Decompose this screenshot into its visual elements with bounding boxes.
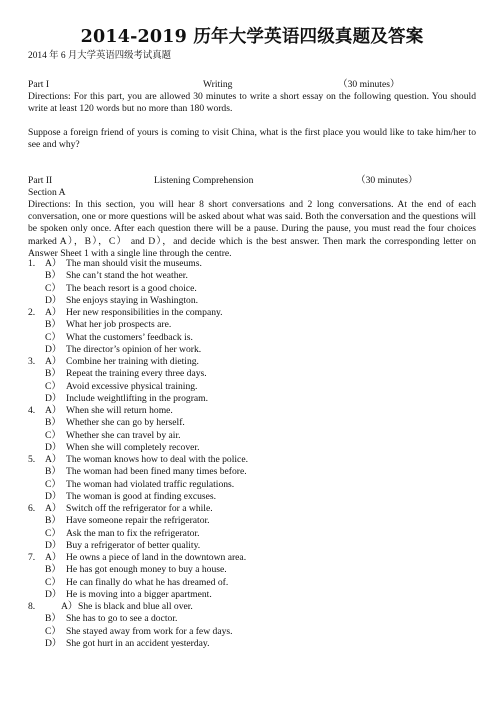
option-letter: C） <box>45 478 61 490</box>
option-text: She can’t stand the hot weather. <box>66 270 188 282</box>
option-text: He has got enough money to buy a house. <box>66 564 227 576</box>
question-number: 1. <box>28 258 36 269</box>
option-text: He owns a piece of land in the downtown area. <box>66 552 247 563</box>
option-letter: C） <box>45 527 61 539</box>
option-letter: D） <box>45 392 62 404</box>
option-text: He can finally do what he has dreamed of. <box>66 576 229 588</box>
option-letter: D） <box>45 294 62 306</box>
option-text: Have someone repair the refrigerator. <box>66 515 210 527</box>
option-letter: C） <box>45 625 61 637</box>
option-letter: D） <box>45 343 62 355</box>
option-letter: A） <box>45 307 62 318</box>
option-text: She is black and blue all over. <box>78 601 193 612</box>
question-number: 6. <box>28 503 36 514</box>
option-letter: C） <box>45 576 61 588</box>
option-letter: D） <box>45 539 62 551</box>
question-number: 3. <box>28 356 36 367</box>
option-text: When she will return home. <box>66 405 173 416</box>
option-text: Repeat the training every three days. <box>66 368 207 380</box>
option-letter: A） <box>45 258 62 269</box>
part2-label: Part II <box>28 175 53 186</box>
option-letter: B） <box>45 466 61 478</box>
option-letter: A） <box>45 552 62 563</box>
option-text: Whether she can go by herself. <box>66 417 185 429</box>
option-letter: A） <box>45 356 62 367</box>
option-text: The woman is good at finding excuses. <box>66 490 217 502</box>
option-letter: D） <box>45 637 62 649</box>
part2-time: （30 minutes） <box>356 175 418 186</box>
option-text: When she will completely recover. <box>66 441 200 453</box>
part2-heading <box>28 175 476 187</box>
option-text: He is moving into a bigger apartment. <box>66 588 212 600</box>
question-number: 5. <box>28 454 36 465</box>
part1-heading <box>28 79 476 91</box>
part2-name: Listening Comprehension <box>154 175 254 186</box>
option-text: She has to go to see a doctor. <box>66 613 178 625</box>
question-number: 4. <box>28 405 36 416</box>
option-letter: A） <box>45 454 62 465</box>
option-letter: D） <box>45 588 62 600</box>
option-text: Include weightlifting in the program. <box>66 392 209 404</box>
option-letter: B） <box>45 368 61 380</box>
option-letter: A） <box>45 503 62 514</box>
option-letter: B） <box>45 270 61 282</box>
option-letter: B） <box>45 417 61 429</box>
option-text: Her new responsibilities in the company. <box>66 307 223 318</box>
option-letter: D） <box>45 441 62 453</box>
option-text: Buy a refrigerator of better quality. <box>66 539 201 551</box>
exam-subtitle: 2014 年 6 月大学英语四级考试真题 <box>28 51 171 61</box>
option-letter: B） <box>45 564 61 576</box>
option-text: The woman had violated traffic regulations. <box>66 478 235 490</box>
section-label: Section A <box>28 187 66 198</box>
option-letter: C） <box>45 380 61 392</box>
option-text: Combine her training with dieting. <box>66 356 199 367</box>
option-letter: C） <box>45 331 61 343</box>
option-letter: B） <box>45 515 61 527</box>
option-text: The woman knows how to deal with the police. <box>66 454 248 465</box>
part1-name: Writing <box>203 79 233 90</box>
option-text: Avoid excessive physical training. <box>66 380 198 392</box>
question-number: 7. <box>28 552 36 563</box>
option-letter: A） <box>45 405 62 416</box>
question-number: 8. <box>28 601 36 612</box>
option-text: Whether she can travel by air. <box>66 429 181 441</box>
part2-directions: Directions: In this section, you will hear 8 short conversations and 2 long conversations. At the end of each conversation, one or more questions will be asked about what was said. Both the conversation and the questions will be spoken only once. After each question there will be a pause. During the pause, you must read the four choices marked A），B），C） and D），and decide which is the best answer. Then mark the corresponding letter on Answer Sheet 1 with a single line through the centre. <box>28 199 476 259</box>
part1-time: （30 minutes） <box>338 79 400 90</box>
option-text: Switch off the refrigerator for a while. <box>66 503 213 514</box>
option-letter: B） <box>45 613 61 625</box>
page-title: 2014-2019 历年大学英语四级真题及答案 <box>80 27 424 47</box>
option-text: Ask the man to fix the refrigerator. <box>66 527 200 539</box>
option-text: The man should visit the museums. <box>66 258 202 269</box>
option-text: What her job prospects are. <box>66 319 172 331</box>
option-text: The beach resort is a good choice. <box>66 282 197 294</box>
option-letter: D） <box>45 490 62 502</box>
part1-prompt: Suppose a foreign friend of yours is coming to visit China, what is the first place you would like to take him/her to see and why? <box>28 127 476 151</box>
option-letter: C） <box>45 282 61 294</box>
option-letter: A） <box>61 601 78 612</box>
option-text: She stayed away from work for a few days. <box>66 625 233 637</box>
option-text: The woman had been fined many times before. <box>66 466 247 478</box>
option-letter: B） <box>45 319 61 331</box>
option-text: She enjoys staying in Washington. <box>66 294 199 306</box>
option-text: She got hurt in an accident yesterday. <box>66 637 210 649</box>
question-number: 2. <box>28 307 36 318</box>
part1-directions: Directions: For this part, you are allowed 30 minutes to write a short essay on the following question. You should write at least 120 words but no more than 180 words. <box>28 91 476 115</box>
part1-label: Part I <box>28 79 50 90</box>
option-text: The director’s opinion of her work. <box>66 343 202 355</box>
option-text: What the customers’ feedback is. <box>66 331 193 343</box>
option-letter: C） <box>45 429 61 441</box>
